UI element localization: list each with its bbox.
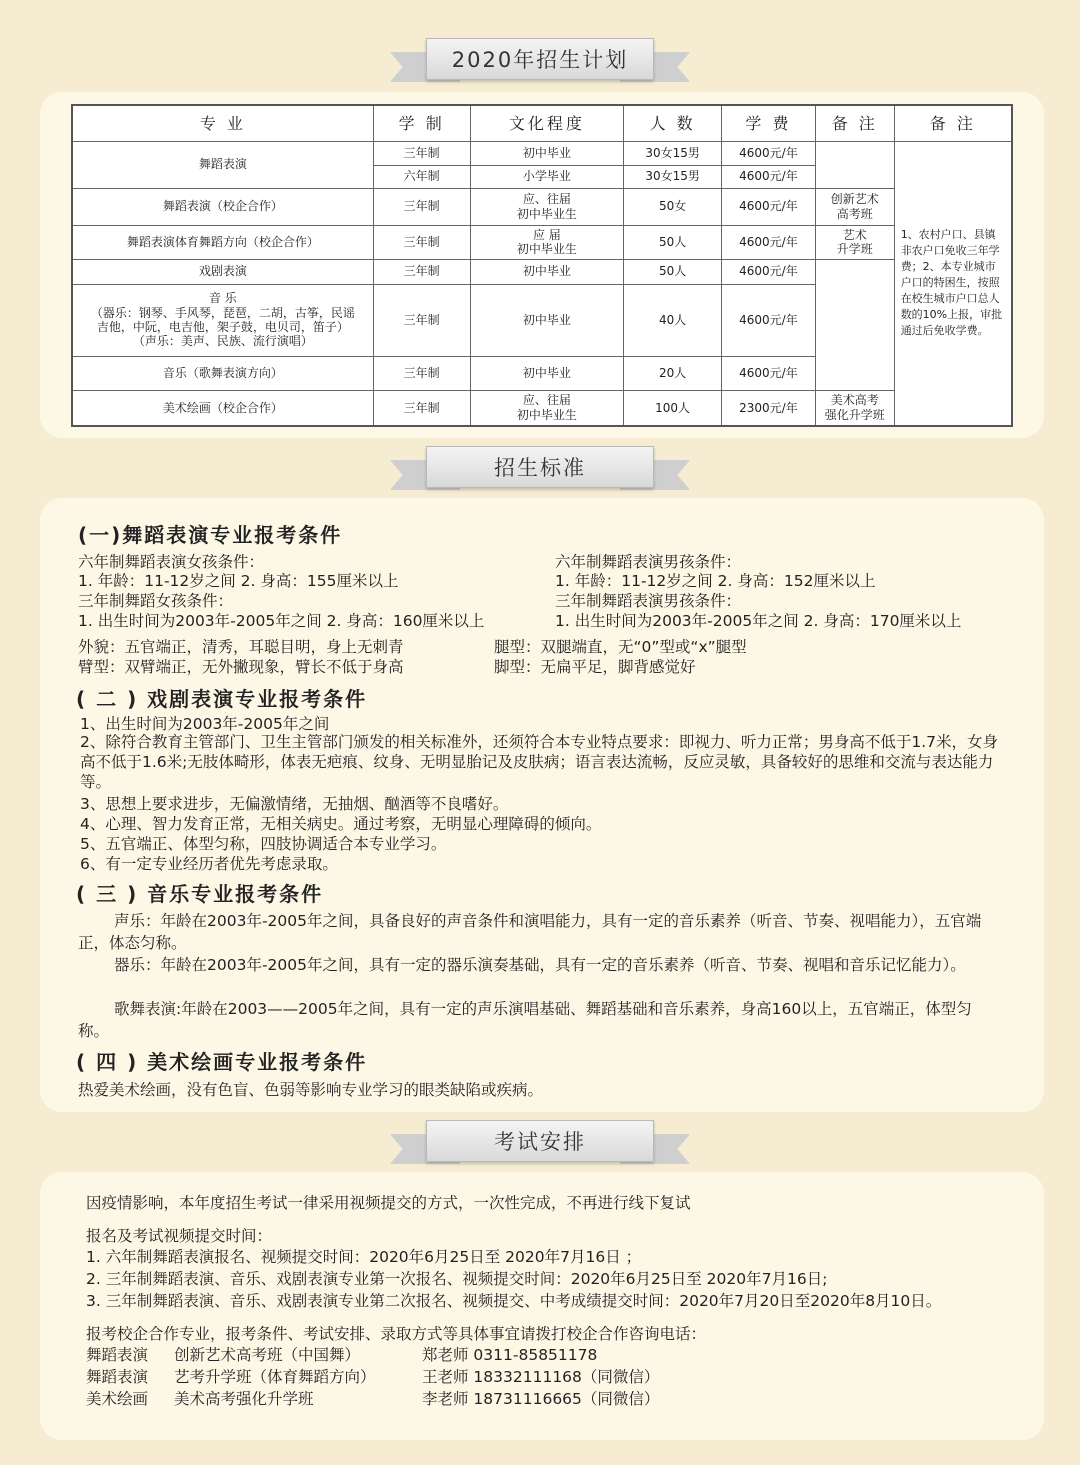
exam-ribbon	[390, 1120, 690, 1176]
s2-item: 1、出生时间为2003年-2005年之间	[80, 715, 330, 733]
cell-count: 40人	[624, 284, 722, 356]
s1-right-line: 1. 出生时间为2003年-2005年之间 2. 身高：170厘米以上	[555, 612, 962, 630]
s3-title: ( 三 ) 音乐专业报考条件	[76, 882, 324, 906]
cell-education: 初中毕业	[470, 141, 624, 165]
s1-left-line: 六年制舞蹈表演女孩条件：	[78, 553, 265, 571]
cell-duration: 三年制	[373, 259, 470, 284]
contact-title: 报考校企合作专业，报考条件、考试安排、录取方式等具体事宜请拨打校企合作咨询电话：	[86, 1325, 707, 1343]
cell-note: 创新艺术 高考班	[815, 188, 894, 225]
cell-note: 美术高考 强化升学班	[815, 390, 894, 426]
s2-item: 2、除符合教育主管部门、卫生主管部门颁发的相关标准外，还须符合本专业特点要求：即视力、听力正常；男身高不低于1.7米，女身高不低于1.6米;无肢体畸形，体表无疤痕、纹身、无明显胎记及皮肤病；语言表达流畅，反应灵敏，具备较好的思维和交流与表达能力等。	[80, 733, 999, 791]
table-row	[72, 141, 1012, 165]
s1-left-line: 1. 年龄：11-12岁之间 2. 身高：155厘米以上	[78, 572, 399, 590]
cell-duration: 三年制	[373, 188, 470, 225]
cell-major: 音 乐 （器乐：钢琴、手风琴，琵琶，二胡，古筝，民谣 吉他，中阮，电吉他，架子鼓，电贝司，笛子） （声乐：美声、民族、流行演唱）	[72, 284, 373, 356]
cell-major: 舞蹈表演	[72, 141, 373, 188]
cell-education: 应 届 初中毕业生	[470, 225, 624, 259]
s1-title: (一)舞蹈表演专业报考条件	[78, 523, 343, 547]
s2-item: 6、有一定专业经历者优先考虑录取。	[80, 855, 338, 873]
s1-extra-line: 臂型：双臂端正，无外撇现象，臂长不低于身高	[78, 658, 404, 676]
s1-right-line: 六年制舞蹈表演男孩条件：	[555, 553, 742, 571]
header-major: 专 业	[72, 105, 373, 141]
header-count: 人 数	[624, 105, 722, 141]
contact-class: 美术高考强化升学班	[174, 1390, 314, 1408]
cell-duration: 三年制	[373, 356, 470, 390]
cell-education: 初中毕业	[470, 284, 624, 356]
table-row	[72, 225, 1012, 259]
exam-time: 3. 三年制舞蹈表演、音乐、戏剧表演专业第二次报名、视频提交、中考成绩提交时间：2020年7月20日至2020年8月10日。	[86, 1292, 942, 1310]
cell-duration: 六年制	[373, 165, 470, 188]
cell-major: 舞蹈表演（校企合作）	[72, 188, 373, 225]
s1-right-line: 三年制舞蹈表演男孩条件：	[555, 592, 742, 610]
cell-fee: 4600元/年	[722, 259, 816, 284]
cell-fee: 4600元/年	[722, 141, 816, 165]
contact-phone: 王老师 18332111168（同微信）	[422, 1368, 660, 1386]
s1-extra-line: 脚型：无扁平足，脚背感觉好	[494, 658, 696, 676]
exam-time: 1. 六年制舞蹈表演报名、视频提交时间：2020年6月25日至 2020年7月16日 ；	[86, 1248, 642, 1266]
s4-title: ( 四 ) 美术绘画专业报考条件	[76, 1050, 368, 1074]
s1-extra-line: 腿型：双腿端直，无“0”型或“x”腿型	[494, 638, 747, 656]
contact-phone: 郑老师 0311-85851178	[422, 1346, 598, 1364]
cell-count: 30女15男	[624, 165, 722, 188]
contact-major: 美术绘画	[86, 1390, 149, 1408]
cell-count: 20人	[624, 356, 722, 390]
cell-major: 音乐（歌舞表演方向）	[72, 356, 373, 390]
cell-count: 50女	[624, 188, 722, 225]
s2-title: ( 二 ) 戏剧表演专业报考条件	[76, 687, 368, 711]
cell-note: 艺术 升学班	[815, 225, 894, 259]
s4-text: 热爱美术绘画，没有色盲、色弱等影响专业学习的眼类缺陷或疾病。	[78, 1081, 544, 1099]
contact-phone: 李老师 18731116665（同微信）	[422, 1390, 660, 1408]
cell-duration: 三年制	[373, 141, 470, 165]
exam-intro: 因疫情影响，本年度招生考试一律采用视频提交的方式，一次性完成，不再进行线下复试	[86, 1194, 691, 1212]
exam-time-title: 报名及考试视频提交时间：	[86, 1227, 273, 1245]
s1-left-line: 1. 出生时间为2003年-2005年之间 2. 身高：160厘米以上	[78, 612, 485, 630]
cell-education: 应、往届 初中毕业生	[470, 188, 624, 225]
plan-ribbon	[390, 38, 690, 94]
header-note-2: 备 注	[894, 105, 1012, 141]
cell-major: 舞蹈表演体育舞蹈方向（校企合作）	[72, 225, 373, 259]
header-note: 备 注	[815, 105, 894, 141]
cell-note	[815, 259, 894, 390]
exam-time: 2. 三年制舞蹈表演、音乐、戏剧表演专业第一次报名、视频提交时间：2020年6月25日至 2020年7月16日;	[86, 1270, 828, 1288]
cell-count: 50人	[624, 225, 722, 259]
header-fee: 学 费	[722, 105, 816, 141]
header-education: 文化程度	[470, 105, 624, 141]
s1-left-line: 三年制舞蹈女孩条件：	[78, 592, 234, 610]
table-row	[72, 259, 1012, 284]
cell-major: 戏剧表演	[72, 259, 373, 284]
standards-title: 招生标准	[426, 446, 654, 488]
cell-education: 应、往届 初中毕业生	[470, 390, 624, 426]
cell-education: 初中毕业	[470, 356, 624, 390]
cell-education: 小学毕业	[470, 165, 624, 188]
cell-duration: 三年制	[373, 284, 470, 356]
cell-fee: 2300元/年	[722, 390, 816, 426]
s2-item: 5、五官端正、体型匀称，四肢协调适合本专业学习。	[80, 835, 447, 853]
s3-item: 歌舞表演:年龄在2003——2005年之间，具有一定的声乐演唱基础、舞蹈基础和音乐素养，身高160以上，五官端正，体型匀称。	[78, 1000, 972, 1040]
contact-major: 舞蹈表演	[86, 1368, 149, 1386]
s3-item: 声乐：年龄在2003年-2005年之间，具备良好的声音条件和演唱能力，具有一定的音乐素养（听音、节奏、视唱能力），五官端正，体态匀称。	[78, 912, 982, 952]
cell-fee: 4600元/年	[722, 284, 816, 356]
contact-major: 舞蹈表演	[86, 1346, 149, 1364]
s1-right-line: 1. 年龄：11-12岁之间 2. 身高：152厘米以上	[555, 572, 876, 590]
table-header-row	[72, 105, 1012, 141]
cell-fee: 4600元/年	[722, 225, 816, 259]
contact-class: 创新艺术高考班（中国舞）	[174, 1346, 361, 1364]
cell-count: 100人	[624, 390, 722, 426]
s3-item: 器乐：年龄在2003年-2005年之间，具有一定的器乐演奏基础，具有一定的音乐素养（听音、节奏、视唱和音乐记忆能力）。	[114, 956, 966, 974]
standards-ribbon	[390, 446, 690, 502]
cell-major: 美术绘画（校企合作）	[72, 390, 373, 426]
enrollment-plan-table	[71, 104, 1013, 427]
exam-title: 考试安排	[426, 1120, 654, 1162]
cell-duration: 三年制	[373, 390, 470, 426]
plan-title: 2020年招生计划	[426, 38, 654, 80]
cell-note	[815, 141, 894, 188]
s2-item: 4、心理、智力发育正常，无相关病史。通过考察，无明显心理障碍的倾向。	[80, 815, 602, 833]
s1-extra-line: 外貌：五官端正，清秀，耳聪目明，身上无刺青	[78, 638, 404, 656]
cell-fee: 4600元/年	[722, 188, 816, 225]
s2-item: 3、思想上要求进步，无偏激情绪，无抽烟、酗酒等不良嗜好。	[80, 795, 509, 813]
side-note: 1、农村户口、县镇非农户口免收三年学费；2、本专业城市户口的特困生，按照在校生城市户口总人数的10%上报，审批通过后免收学费。	[894, 141, 1012, 426]
cell-education: 初中毕业	[470, 259, 624, 284]
cell-count: 50人	[624, 259, 722, 284]
header-duration: 学 制	[373, 105, 470, 141]
table-row	[72, 390, 1012, 426]
table-row	[72, 188, 1012, 225]
cell-fee: 4600元/年	[722, 356, 816, 390]
cell-fee: 4600元/年	[722, 165, 816, 188]
cell-count: 30女15男	[624, 141, 722, 165]
contact-class: 艺考升学班（体育舞蹈方向）	[174, 1368, 376, 1386]
cell-duration: 三年制	[373, 225, 470, 259]
